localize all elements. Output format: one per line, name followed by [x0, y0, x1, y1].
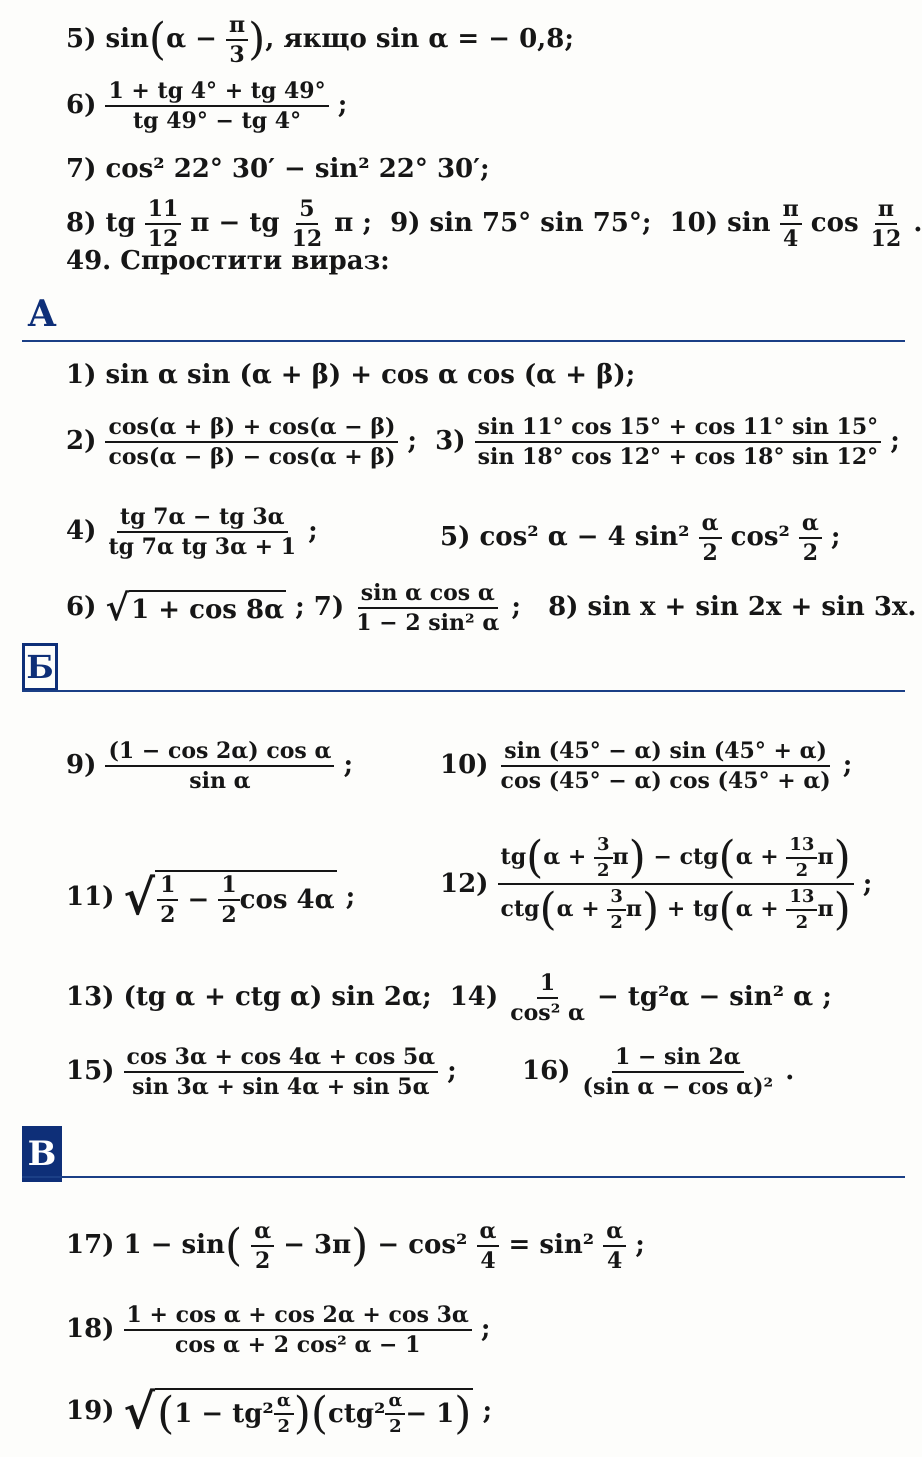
problem-15: 15) $\frac{\cos 3\alpha + \cos 4\alpha + \cos 5\alpha}{\sin 3\alpha + \sin 4\alpha + \sin 5\alpha}$ ;: [66, 1044, 457, 1100]
exercise-6: 6) $\frac{1 + tg 4^\circ + tg 49^\circ}{tg 49^\circ - tg 4^\circ}$ ;: [66, 78, 348, 134]
problem-11: 11) √ $\frac{1}{2}$ − $\frac{1}{2}$ cos 4α ;: [66, 870, 356, 928]
section-b-divider: [22, 690, 905, 692]
section-a-divider: [22, 340, 905, 342]
problem-4: 4) $\frac{tg 7\alpha - tg 3\alpha}{\text{tg 7α tg 3α + 1}}$ ;: [66, 504, 318, 560]
sqrt-19: √ ( 1 − tg² $\frac{\alpha}{2}$ ) ( ctg² $\frac{\alpha}{2}$ − 1 ): [123, 1384, 472, 1440]
section-v-divider: [22, 1176, 905, 1178]
exercise-8-10: 8) tg $\frac{11}{12}$ π − tg $\frac{5}{12}$ π ; 9) sin 75° sin 75°; 10) sin $\frac{\pi}{4}$ cos $\frac{\pi}{12}$ .: [66, 196, 922, 252]
problem-17: 17) 1 − sin( $\frac{\alpha}{2}$ − 3π) − cos² $\frac{\alpha}{4}$ = sin² $\frac{\alpha}{4}$ ;: [66, 1218, 645, 1274]
section-v-badge: В: [22, 1126, 62, 1182]
problem-19: 19) √ ( 1 − tg² $\frac{\alpha}{2}$ ) ( ctg² $\frac{\alpha}{2}$ − 1 ) ;: [66, 1384, 493, 1440]
section-b-badge: Б: [22, 643, 58, 691]
problem-12: 12) tg(α + $\frac{3}{2}$ π) − ctg(α + $\frac{13}{2}$ π) ctg(α + $\frac{3}{2}$ π) + tg(α + $\frac{13}{2}$ π) ;: [440, 832, 873, 935]
problem-6-8: 6) √ 1 + cos 8α ; 7) $\frac{\text{sin α cos α}}{\text{1 − 2 sin² α}}$ ; 8) sin x + sin 2x + sin 3x.: [66, 580, 917, 636]
sqrt-6: √ 1 + cos 8α: [105, 587, 285, 629]
sqrt-11: √ $\frac{1}{2}$ − $\frac{1}{2}$ cos 4α: [123, 870, 335, 928]
problem-16: 16) $\frac{1 - \sin 2\alpha}{\text{(sin α − cos α)²}}$ .: [522, 1044, 795, 1100]
section-a-badge: А: [27, 293, 57, 335]
problem-2-3: 2) $\frac{\cos(\alpha + \beta) + \cos(\alpha - \beta)}{\cos(\alpha - \beta) - \cos(\alpha + \beta)}$ ; 3) $\frac{\sin 11^\circ \cos 15^\circ + \cos 11^\circ \sin 15^\circ}{\sin 18^\circ \cos 12^\circ + \cos 18^\circ \sin 12^\circ}$ ;: [66, 414, 900, 470]
task-49-heading: 49. Спростити вираз:: [66, 246, 390, 276]
exercise-7: 7) cos² 22° 30′ − sin² 22° 30′;: [66, 154, 490, 184]
problem-1: 1) sin α sin (α + β) + cos α cos (α + β);: [66, 360, 636, 390]
problem-13-14: 13) (tg α + ctg α) sin 2α; 14) $\frac{1}{\text{cos² α}}$ − tg²α − sin² α ;: [66, 970, 832, 1026]
problem-18: 18) $\frac{\text{1 + cos α + cos 2α + cos 3α}}{\text{cos α + 2 cos² α − 1}}$ ;: [66, 1302, 491, 1358]
problem-10: 10) $\frac{\sin (45^\circ - \alpha) \sin (45^\circ + \alpha)}{\cos (45^\circ - \alpha) \cos (45^\circ + \alpha)}$ ;: [440, 738, 853, 794]
problem-9: 9) $\frac{\text{(1 − cos 2α) cos α}}{\text{sin α}}$ ;: [66, 738, 354, 794]
problem-5: 5) cos² α − 4 sin² $\frac{\alpha}{2}$ cos² $\frac{\alpha}{2}$ ;: [440, 510, 841, 566]
exercise-5: 5) sin(α − $\frac{\pi}{3}$ ), якщо sin α = − 0,8;: [66, 12, 574, 68]
